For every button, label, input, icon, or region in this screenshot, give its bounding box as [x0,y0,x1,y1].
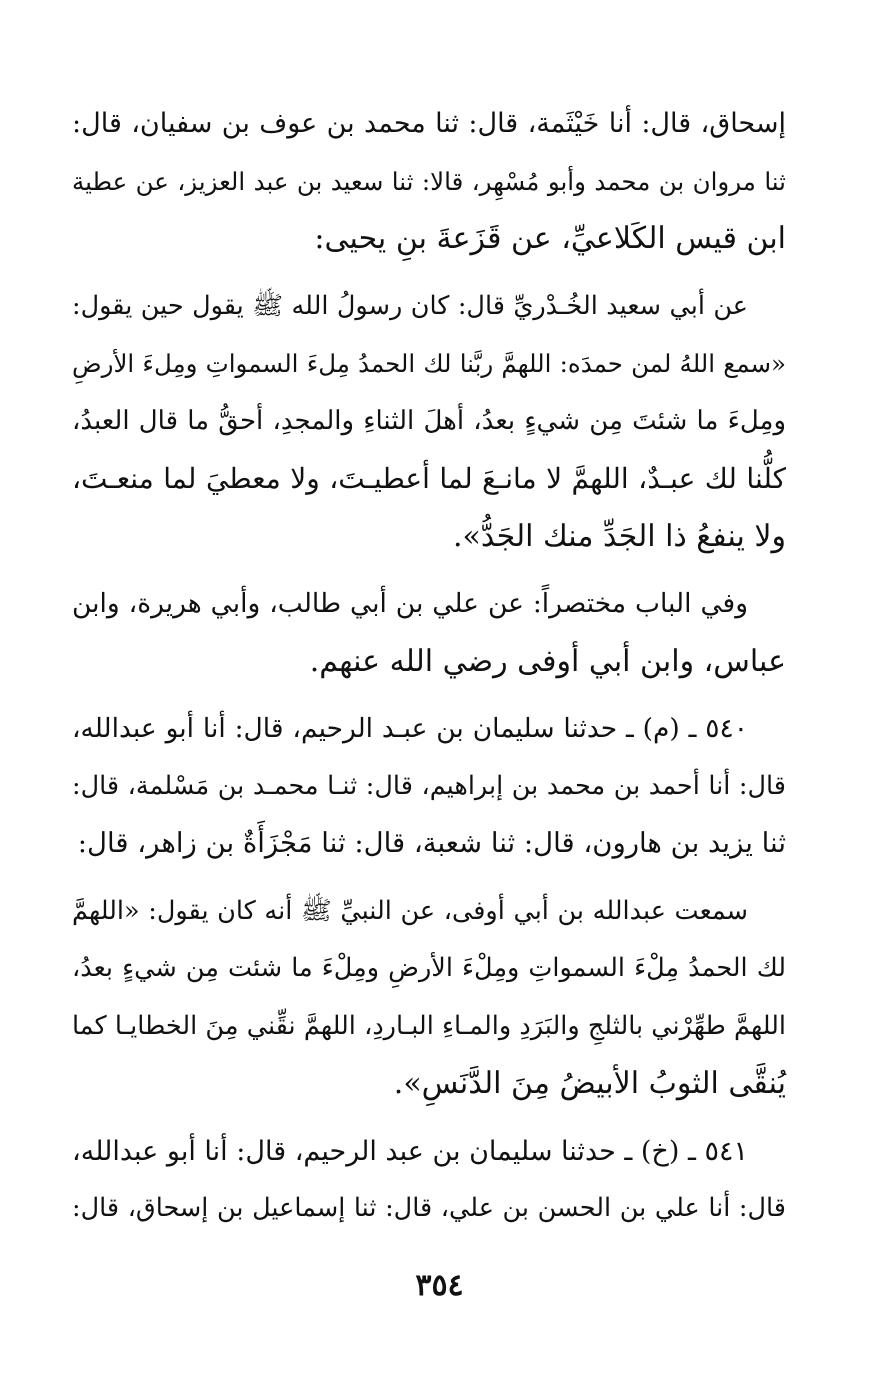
page-number: ٣٥٤ [415,1268,464,1303]
text-line: يُنقَّى الثوبُ الأبيضُ مِنَ الدَّنَسِ». [393,1066,786,1101]
text-line: ابن قيس الكَلاعيِّ، عن قَزَعةَ بنِ يحيى: [314,221,786,256]
text-line: كلُّنا لك عبـدٌ، اللهمَّ لا مانـعَ لما أعطيـتَ، ولا معطيَ لما منعـتَ، [72,462,786,495]
text-line: وفي الباب مختصراً: عن علي بن أبي طالب، وأبي هريرة، وابن [72,588,748,619]
text-line: سمعت عبدالله بن أبي أوفى، عن النبيِّ ﷺ أنه كان يقول: «اللهمَّ [72,895,748,926]
text-line: إسحاق، قال: أنا خَيْثَمة، قال: ثنا محمد بن عوف بن سفيان، قال: [72,108,786,139]
text-line: «سمع اللهُ لمن حمدَه: اللهمَّ ربَّنا لك الحمدُ مِلءَ السمواتِ ومِلءَ الأرضِ [72,349,786,378]
paragraph-isnad-540 [72,700,786,873]
paragraph-hadith-540 [72,883,786,1113]
text-line: قال: أنا علي بن الحسن بن علي، قال: ثنا إسماعيل بن إسحاق، قال: [72,1193,786,1223]
text-line: عن أبي سعيد الخُـدْريِّ قال: كان رسولُ الله ﷺ يقول حين يقول: [72,290,748,321]
text-line: ومِلءَ ما شئتَ مِن شيءٍ بعدُ، أهلَ الثناءِ والمجدِ، أحقُّ ما قال العبدُ، [72,405,786,436]
page-body [72,95,786,1238]
text-line: ٥٤٠ ـ (م) ـ حدثنا سليمان بن عبـد الرحيم، قال: أنا أبو عبدالله، [72,713,748,744]
paragraph-isnad-1 [72,95,786,268]
paragraph-related-narrations [72,575,786,690]
text-line: ولا ينفعُ ذا الجَدِّ منك الجَدُّ». [453,518,786,554]
text-line: اللهمَّ طهِّرْني بالثلجِ والبَرَدِ والمـاءِ البـاردِ، اللهمَّ نقِّني مِنَ الخطايـا كما [72,1010,786,1041]
paragraph-isnad-541 [72,1123,786,1238]
text-line: لك الحمدُ مِلْءَ السمواتِ ومِلْءَ الأرضِ ومِلْءَ ما شئت مِن شيءٍ بعدُ، [72,953,786,983]
text-line: ٥٤١ ـ (خ) ـ حدثنا سليمان بن عبد الرحيم، قال: أنا أبو عبدالله، [72,1135,748,1167]
paragraph-hadith-1 [72,278,786,566]
text-line: قال: أنا أحمد بن محمد بن إبراهيم، قال: ثنـا محمـد بن مَسْلمة، قال: [72,770,786,801]
text-line: ثنا مروان بن محمد وأبو مُسْهِر، قالا: ثنا سعيد بن عبد العزيز، عن عطية [72,166,786,196]
text-line: عباس، وابن أبي أوفى رضي الله عنهم. [309,643,786,679]
text-line: ثنا يزيد بن هارون، قال: ثنا شعبة، قال: ثنا مَجْزَأَةٌ بن زاهر، قال: [77,827,786,859]
